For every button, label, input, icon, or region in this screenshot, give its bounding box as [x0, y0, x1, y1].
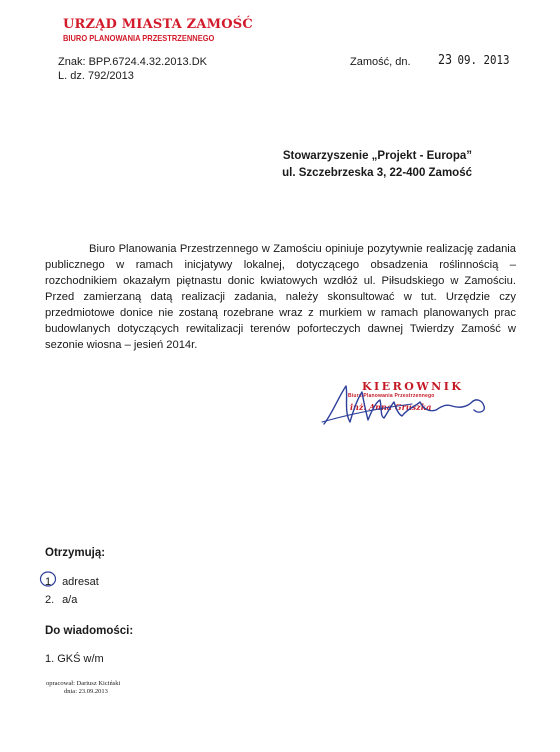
recipient-item-label: adresat	[62, 576, 99, 588]
recipient-name: Stowarzyszenie „Projekt - Europa”	[282, 150, 472, 162]
info-item-number: 1.	[45, 653, 55, 665]
place-date	[350, 56, 411, 68]
signature-title: KIEROWNIK	[362, 380, 464, 393]
letterhead-department: BIURO PLANOWANIA PRZESTRZENNEGO	[63, 32, 215, 44]
info-list	[45, 653, 104, 665]
letterhead-office: URZĄD MIASTA ZAMOŚĆ	[63, 17, 253, 32]
letterhead-stamp	[63, 18, 253, 42]
body-paragraph: Biuro Planowania Przestrzennego w Zamościu opiniuje pozytywnie realizację zadania publicznego w ramach inicjatywy lokalnej, dotyczącego obsadzenia roślinnością – rozchodnikiem okazałym piętnastu donic kwiatowych wzdłóż ul. Piłsudskiego w Zamościu. Przed zamierzaną datą realizacji zadania, należy skonsultować w tut. Urzędzie czy przedmiotowe donice nie zostaną rozebrane wraz z murkiem w ramach planowanych prac budowlanych dotyczących rewitalizacji terenów poforteczych dawnej Twierdzy Zamość w sezonie wiosna – jesień 2014r.	[45, 243, 516, 351]
date-day: 23	[438, 53, 453, 68]
signature-name: inż. Anna Gruszka	[350, 402, 432, 412]
prepared-by	[46, 680, 120, 696]
handwritten-date	[438, 53, 510, 68]
signature-office: Biura Planowania Przestrzennego	[348, 393, 435, 399]
recipient-address: ul. Szczebrzeska 3, 22-400 Zamość	[282, 167, 472, 179]
handwritten-circle-icon	[39, 570, 57, 588]
handwritten-signature-icon	[320, 378, 500, 438]
recipient-item-number: 1.	[45, 576, 55, 588]
recipients-heading: Otrzymują:	[45, 547, 106, 559]
recipient-item-number: 2.	[45, 594, 55, 606]
prepared-date-line: dnia: 23.09.2013	[64, 688, 108, 695]
recipient-item	[45, 573, 99, 591]
recipient-block	[282, 148, 472, 182]
registry-number: L. dz. 792/2013	[58, 70, 134, 82]
letter-body	[45, 241, 516, 353]
place-label: Zamość, dn.	[350, 56, 411, 68]
recipient-item	[45, 591, 99, 609]
reference-number: Znak: BPP.6724.4.32.2013.DK	[58, 56, 208, 68]
date-month-year: 09. 2013	[457, 53, 510, 67]
prepared-by-line: opracował: Dariusz Kiciński	[46, 680, 121, 687]
recipient-item-label: a/a	[62, 594, 78, 606]
info-item-label: GKŚ w/m	[57, 653, 104, 665]
info-heading: Do wiadomości:	[45, 625, 134, 637]
recipients-list	[45, 573, 99, 609]
signature-block	[320, 378, 500, 438]
